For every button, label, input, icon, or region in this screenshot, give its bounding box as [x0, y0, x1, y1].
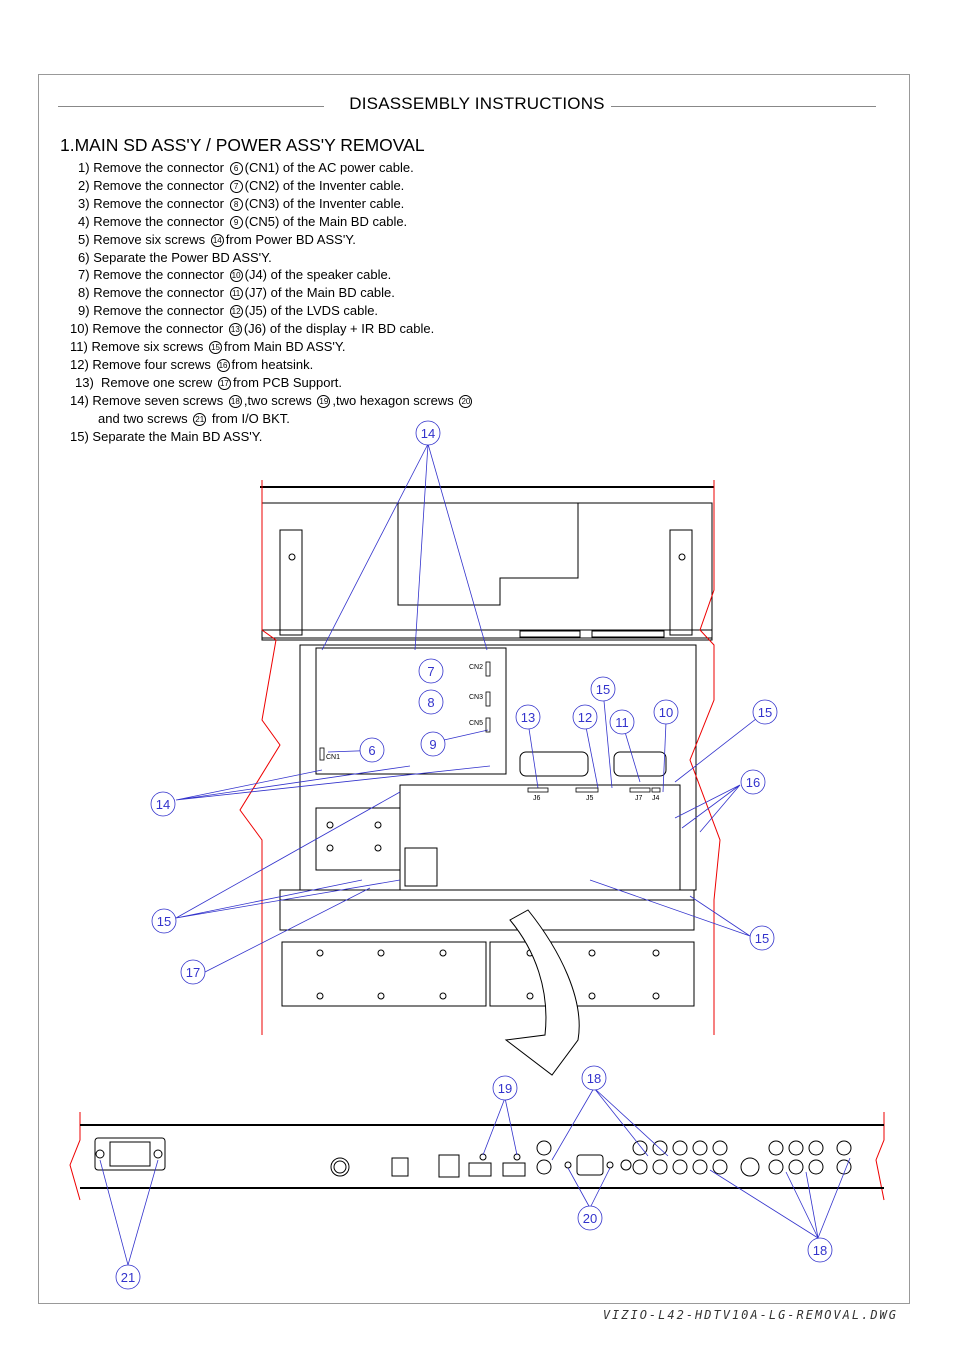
step: 6) Separate the Power BD ASS'Y.: [78, 249, 272, 265]
step: 10) Remove the connector 13 (J6) of the display + IR BD cable.: [70, 321, 435, 337]
step: 15) Separate the Main BD ASS'Y.: [70, 428, 263, 444]
label-j6: J6: [533, 795, 541, 802]
tv-chassis: [260, 487, 714, 1006]
label-cn1: CN1: [326, 754, 341, 761]
label-j4: J4: [652, 795, 660, 802]
callout-6: 6: [368, 743, 376, 758]
callout-7: 7: [427, 664, 435, 679]
callout-17: 17: [185, 965, 201, 980]
step: 7) Remove the connector 10 (J4) of the speaker cable.: [78, 267, 392, 283]
step: and two screws 21 from I/O BKT.: [98, 410, 290, 426]
callout-circles: [116, 421, 832, 1289]
callout-13: 13: [520, 710, 536, 725]
step: 13) Remove one screw 17 from PCB Support.: [75, 374, 343, 390]
callout-12: 12: [577, 710, 593, 725]
step: 2) Remove the connector 7 (CN2) of the Inventer cable.: [78, 177, 405, 193]
callout-11: 11: [615, 715, 629, 730]
label-j7: J7: [635, 795, 643, 802]
breakaway-lines: [70, 480, 884, 1200]
drawing-filename: VIZIO-L42-HDTV10A-LG-REMOVAL.DWG: [602, 1308, 898, 1322]
callout-15: 15: [156, 914, 172, 929]
label-cn5: CN5: [469, 720, 484, 727]
label-j5: J5: [586, 795, 594, 802]
callout-20: 20: [582, 1211, 598, 1226]
io-bracket: [80, 1125, 884, 1188]
callout-8: 8: [427, 695, 435, 710]
label-cn3: CN3: [469, 694, 484, 701]
step: 3) Remove the connector 8 (CN3) of the Inventer cable.: [78, 195, 405, 211]
callout-21: 21: [120, 1270, 136, 1285]
arrow-shape: [506, 910, 579, 1075]
callout-15: 15: [595, 682, 611, 697]
callout-19: 19: [497, 1081, 513, 1096]
callout-numbers: [121, 426, 827, 1285]
step: 4) Remove the connector 9 (CN5) of the Main BD cable.: [78, 213, 408, 229]
label-cn2: CN2: [469, 664, 484, 671]
page-title: DISASSEMBLY INSTRUCTIONS: [0, 94, 954, 114]
callout-18: 18: [812, 1243, 828, 1258]
step: 11) Remove six screws 15 from Main BD ASS'Y.: [70, 339, 346, 355]
callout-14: 14: [155, 797, 171, 812]
callout-18: 18: [586, 1071, 602, 1086]
step: 9) Remove the connector 12 (J5) of the LVDS cable.: [78, 303, 379, 319]
callout-16: 16: [745, 775, 761, 790]
callout-9: 9: [429, 737, 437, 752]
callout-15: 15: [757, 705, 773, 720]
step: 12) Remove four screws 16 from heatsink.: [70, 356, 314, 372]
step: 1) Remove the connector 6 (CN1) of the AC power cable.: [78, 160, 414, 175]
step: 8) Remove the connector 11 (J7) of the Main BD cable.: [78, 285, 395, 301]
callout-14: 14: [420, 426, 436, 441]
callout-15: 15: [754, 931, 770, 946]
callout-10: 10: [658, 705, 674, 720]
step: 5) Remove six screws 14 from Power BD ASS'Y.: [78, 231, 356, 247]
step: 14) Remove seven screws 18 ,two screws 19 ,two hexagon screws 20: [66, 392, 474, 410]
leader-lines: [100, 444, 850, 1265]
section-title: 1.MAIN SD ASS'Y / POWER ASS'Y REMOVAL: [60, 135, 425, 155]
